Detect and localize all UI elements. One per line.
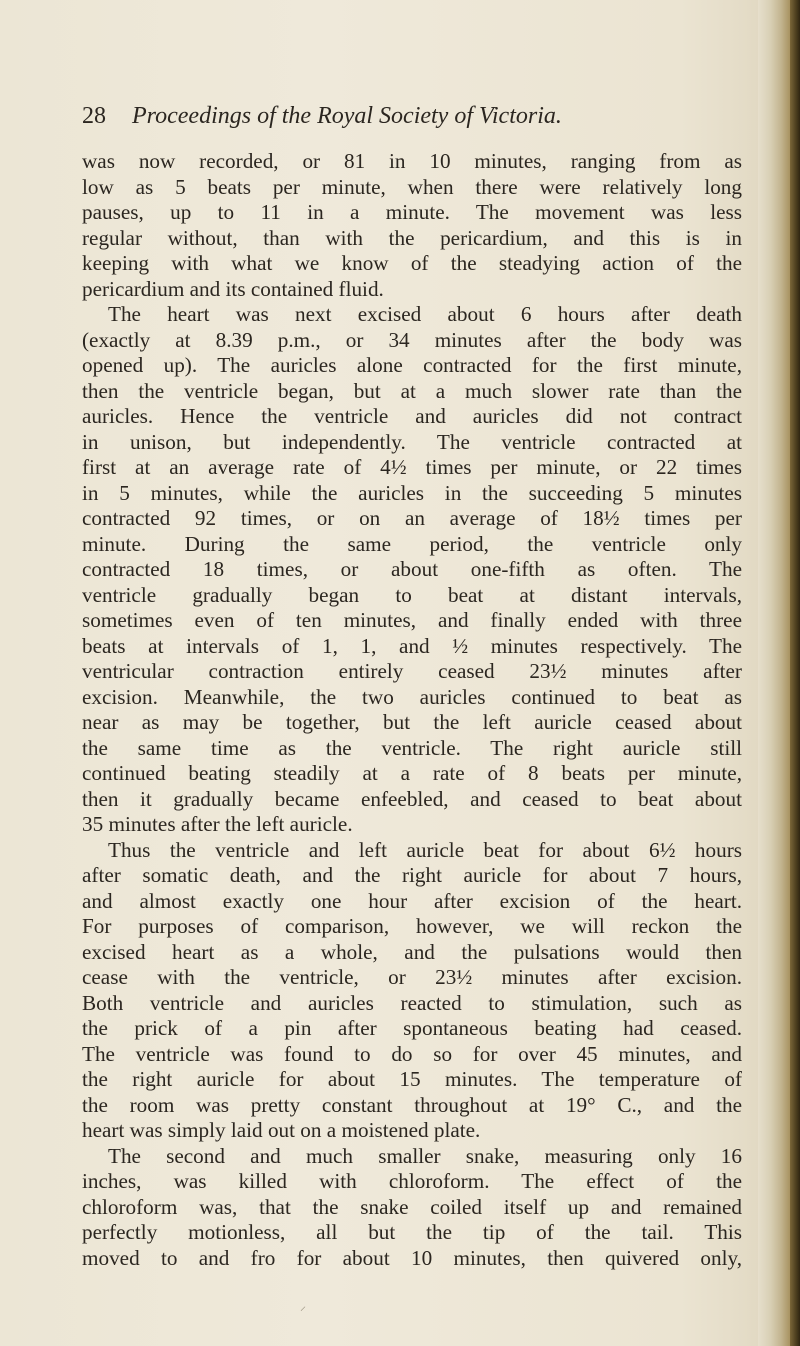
text-line: 35 minutes after the left auricle. — [82, 812, 353, 836]
text-line: The second and much smaller snake, measuring only 16 — [108, 1143, 742, 1168]
text-line: excised heart as a whole, and the pulsations would then — [82, 939, 742, 964]
text-line: sometimes even of ten minutes, and finally ended with three — [82, 608, 742, 632]
text-line: after somatic death, and the right auricle for about 7 hours, — [82, 863, 742, 887]
text-line: The heart was next excised about 6 hours after death — [108, 302, 742, 326]
page-number: 28 — [82, 103, 106, 129]
text-line: in 5 minutes, while the auricles in the succeeding 5 minutes — [82, 480, 742, 505]
text-line: low as 5 beats per minute, when there were relatively long — [82, 174, 742, 199]
text-line: ventricular contraction entirely ceased 23½ minutes after — [82, 659, 742, 683]
text-line: near as may be together, but the left auricle ceased about — [82, 710, 742, 734]
text-line: beats at intervals of 1, 1, and ½ minutes respectively. The — [82, 633, 742, 658]
text-line: contracted 92 times, or on an average of 18½ times per — [82, 506, 742, 530]
text-line: heart was simply laid out on a moistened plate. — [82, 1118, 481, 1142]
text-line: For purposes of comparison, however, we will reckon the — [82, 914, 742, 938]
text-line: moved to and fro for about 10 minutes, then quivered only, — [82, 1245, 742, 1270]
text-line: contracted 18 times, or about one-fifth as often. The — [82, 557, 742, 581]
text-line: was now recorded, or 81 in 10 minutes, ranging from as — [82, 149, 742, 173]
text-line: first at an average rate of 4½ times per minute, or 22 times — [82, 455, 742, 479]
page-header — [82, 99, 742, 133]
text-line: chloroform was, that the snake coiled itself up and remained — [82, 1194, 742, 1219]
text-line: the same time as the ventricle. The right auricle still — [82, 735, 742, 760]
text-line: the room was pretty constant throughout at 19° C., and the — [82, 1092, 742, 1117]
text-line: keeping with what we know of the steadying action of the — [82, 251, 742, 275]
text-line: Thus the ventricle and left auricle beat for about 6½ hours — [108, 837, 742, 862]
text-line: The ventricle was found to do so for over 45 minutes, and — [82, 1041, 742, 1066]
print-smudge-mark: ⸝ — [300, 1299, 307, 1313]
text-line: Both ventricle and auricles reacted to stimulation, such as — [82, 990, 742, 1015]
text-line: then it gradually became enfeebled, and ceased to beat about — [82, 786, 742, 811]
text-line: minute. During the same period, the ventricle only — [82, 531, 742, 556]
spine-shadow — [790, 0, 800, 1346]
text-line: cease with the ventricle, or 23½ minutes after excision. — [82, 965, 742, 989]
text-line: pericardium and its contained fluid. — [82, 276, 384, 301]
text-line: the prick of a pin after spontaneous beating had ceased. — [82, 1016, 742, 1040]
text-line: then the ventricle began, but at a much slower rate than the — [82, 378, 742, 403]
text-line: opened up). The auricles alone contracted for the first minute, — [82, 353, 742, 377]
text-line: inches, was killed with chloroform. The effect of the — [82, 1169, 742, 1193]
text-line: excision. Meanwhile, the two auricles continued to beat as — [82, 684, 742, 709]
text-line: perfectly motionless, all but the tip of the tail. This — [82, 1220, 742, 1244]
text-line: continued beating steadily at a rate of 8 beats per minute, — [82, 761, 742, 785]
text-line: and almost exactly one hour after excision of the heart. — [82, 888, 742, 913]
body-text — [82, 149, 742, 1271]
text-line: in unison, but independently. The ventricle contracted at — [82, 429, 742, 454]
text-line: ventricle gradually began to beat at distant intervals, — [82, 582, 742, 607]
text-line: (exactly at 8.39 p.m., or 34 minutes after the body was — [82, 327, 742, 352]
running-title: Proceedings of the Royal Society of Victoria. — [132, 103, 562, 129]
text-line: pauses, up to 11 in a minute. The movement was less — [82, 200, 742, 224]
text-line: the right auricle for about 15 minutes. The temperature of — [82, 1067, 742, 1091]
text-line: auricles. Hence the ventricle and auricles did not contract — [82, 404, 742, 428]
text-line: regular without, than with the pericardium, and this is in — [82, 225, 742, 250]
page-spine-edge — [758, 0, 800, 1346]
